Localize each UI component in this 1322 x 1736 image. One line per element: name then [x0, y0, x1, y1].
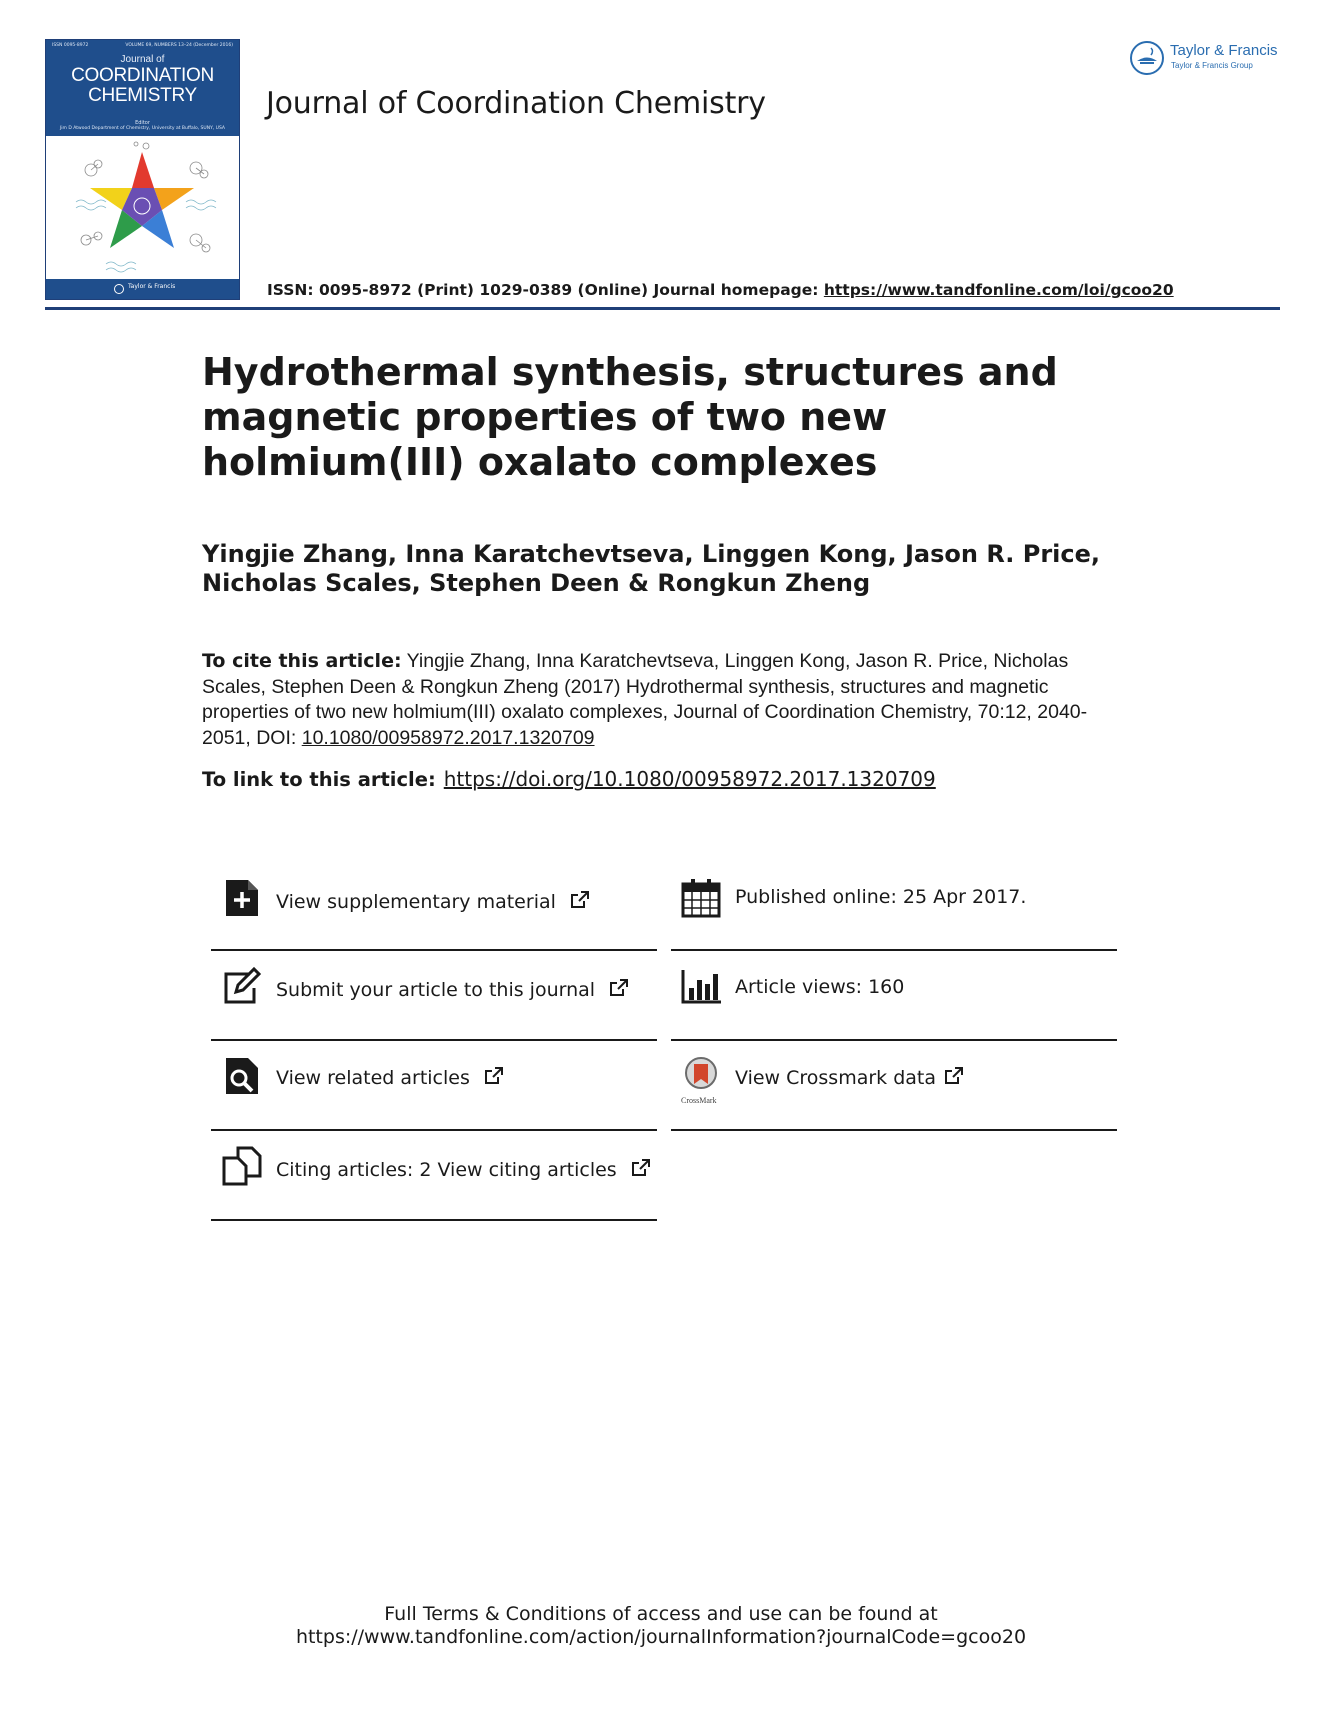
- search-document-icon: [222, 1056, 262, 1096]
- grid-divider: [671, 949, 1117, 951]
- cover-editor-label: Editor: [135, 120, 150, 126]
- external-link-icon: [609, 978, 629, 998]
- link-label: To link to this article:: [202, 768, 436, 791]
- article-doi-link[interactable]: https://doi.org/10.1080/00958972.2017.1320709: [443, 767, 936, 791]
- journal-cover: [45, 39, 240, 300]
- citing-articles-link[interactable]: [212, 1138, 658, 1228]
- related-articles-link[interactable]: [212, 1048, 658, 1138]
- issn-line: [267, 281, 1174, 299]
- footer-terms-link[interactable]: https://www.tandfonline.com/action/journalInformation?journalCode=gcoo20: [295, 1626, 1027, 1648]
- journal-title[interactable]: Journal of Coordination Chemistry: [266, 86, 766, 121]
- cover-editor-name: Jim D Atwood Department of Chemistry, University at Buffalo, SUNY, USA: [59, 126, 225, 131]
- publisher-name: Taylor & Francis: [1170, 42, 1278, 59]
- grid-divider: [211, 949, 657, 951]
- submit-text: [276, 978, 629, 1001]
- journal-homepage-link[interactable]: https://www.tandfonline.com/loi/gcoo20: [823, 281, 1174, 299]
- external-link-icon: [944, 1066, 964, 1086]
- article-link-line: [202, 767, 936, 791]
- article-title: Hydrothermal synthesis, structures and magnetic properties of two new holmium(III) oxalato complexes: [202, 350, 1058, 484]
- grid-divider: [211, 1129, 657, 1131]
- published-online-info: [671, 870, 1117, 960]
- cover-issn: ISSN 0095-8972: [52, 43, 89, 48]
- cover-star-illustration: [46, 140, 239, 280]
- footer-line1: Full Terms & Conditions of access and use can be found at: [384, 1603, 938, 1625]
- submit-label: Submit your article to this journal: [276, 979, 596, 1001]
- related-label: View related articles: [276, 1067, 470, 1089]
- crossmark-label: View Crossmark data: [735, 1067, 937, 1089]
- crossmark-link[interactable]: [671, 1048, 1117, 1138]
- publisher-logo[interactable]: [1129, 38, 1284, 80]
- article-views-text: Article views: 160: [735, 976, 905, 998]
- grid-divider: [671, 1129, 1117, 1131]
- cover-meta: [52, 43, 233, 51]
- bar-chart-icon: [681, 966, 721, 1006]
- related-text: [276, 1066, 504, 1089]
- grid-divider: [211, 1039, 657, 1041]
- external-link-icon: [570, 890, 590, 910]
- calendar-icon: [681, 878, 721, 918]
- supplementary-material-link[interactable]: [212, 870, 658, 960]
- issn-text: ISSN: 0095-8972 (Print) 1029-0389 (Online) Journal homepage:: [267, 281, 824, 299]
- cite-doi-link[interactable]: 10.1080/00958972.2017.1320709: [301, 726, 595, 749]
- cover-volume: VOLUME 69, NUMBERS 13–24 (December 2016): [125, 43, 233, 48]
- copy-documents-icon: [222, 1146, 262, 1186]
- submit-article-link[interactable]: [212, 958, 658, 1048]
- external-link-icon: [484, 1066, 504, 1086]
- article-views-info: [671, 958, 1117, 1048]
- supplementary-label: View supplementary material: [276, 891, 556, 913]
- cover-footer: [46, 279, 239, 299]
- citing-label: Citing articles: 2 View citing articles: [276, 1159, 617, 1181]
- citation-block: [202, 649, 1132, 751]
- cover-title-line1: COORDINATION: [71, 65, 214, 86]
- taylor-francis-lamp-icon: [1129, 40, 1165, 76]
- crossmark-logo-text: CrossMark: [681, 1096, 717, 1105]
- supplementary-text: [276, 890, 590, 913]
- publisher-group: Taylor & Francis Group: [1171, 61, 1253, 70]
- grid-divider: [671, 1039, 1117, 1041]
- cover-journal-of: Journal of: [120, 54, 165, 65]
- crossmark-text: [735, 1066, 964, 1089]
- published-online-text: Published online: 25 Apr 2017.: [735, 886, 1027, 908]
- add-file-icon: [222, 878, 262, 918]
- cite-label: To cite this article:: [202, 650, 402, 672]
- cover-publisher: Taylor & Francis: [128, 283, 176, 290]
- article-authors: Yingjie Zhang, Inna Karatchevtseva, Linggen Kong, Jason R. Price, Nicholas Scales, Stephen Deen & Rongkun Zheng: [202, 540, 1101, 597]
- edit-icon: [222, 966, 262, 1006]
- grid-divider: [211, 1219, 657, 1221]
- cover-title-line2: CHEMISTRY: [88, 85, 197, 106]
- cite-text: Yingjie Zhang, Inna Karatchevtseva, Linggen Kong, Jason R. Price, Nicholas Scales, Stephen Deen & Rongkun Zheng (2017) Hydrothermal synthesis, structures and magnetic properties of two new holmium(III) oxalato complexes, Journal of Coordination Chemistry, 70:12, 2040-2051, DOI:: [202, 650, 1088, 749]
- citing-text: [276, 1158, 651, 1181]
- header-divider: [45, 307, 1280, 310]
- external-link-icon: [631, 1158, 651, 1178]
- cover-publisher-logo-icon: [114, 284, 124, 294]
- terms-footer: [0, 1603, 1322, 1649]
